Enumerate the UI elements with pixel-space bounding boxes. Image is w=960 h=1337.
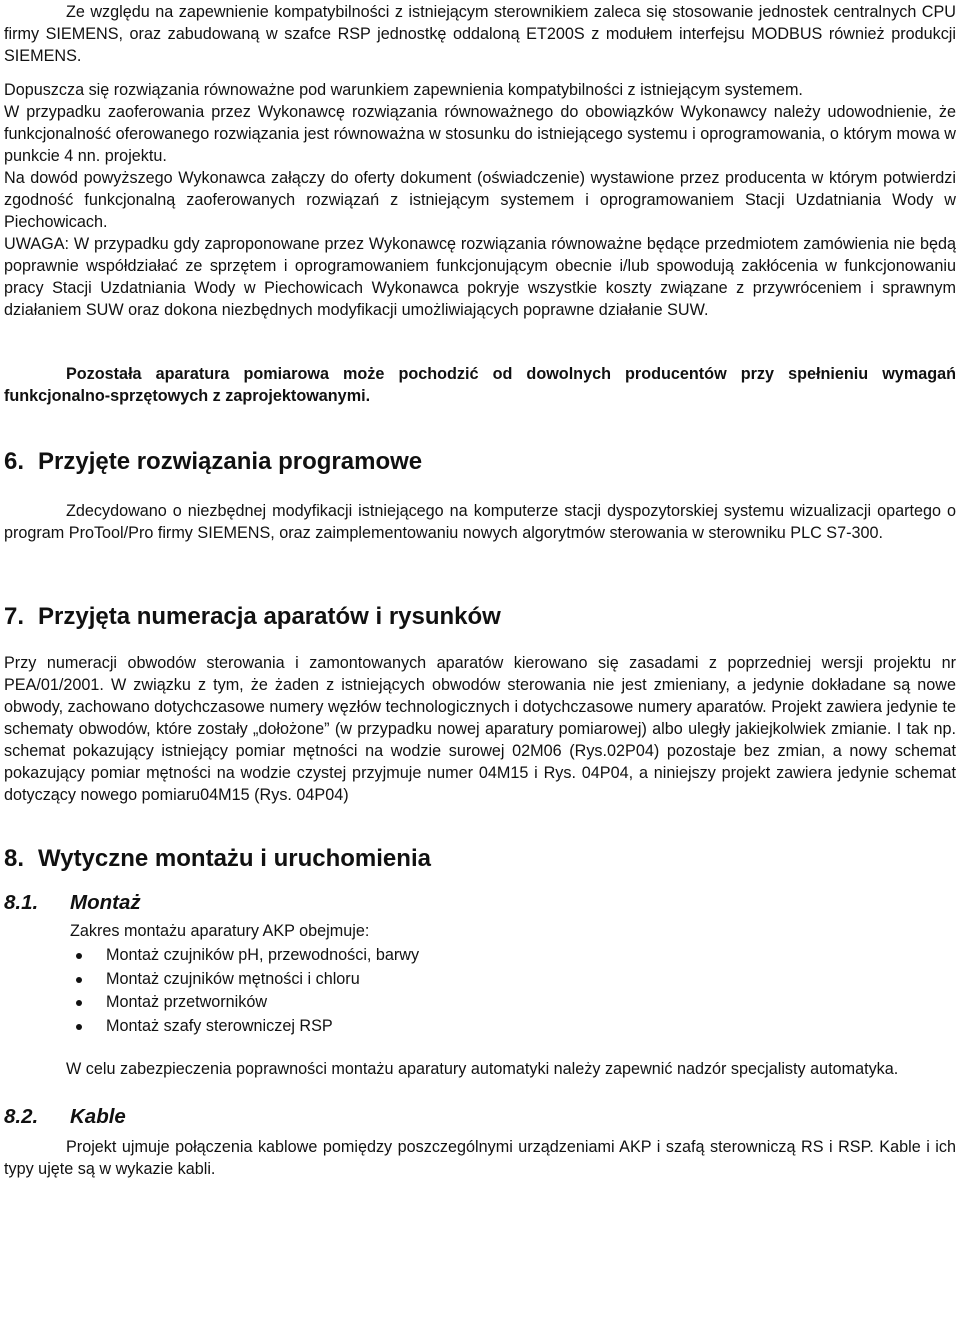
list-item-label: Montaż szafy sterowniczej RSP <box>106 1016 333 1035</box>
intro-paragraph-5: UWAGA: W przypadku gdy zaproponowane przez Wykonawcę rozwiązania równoważne będące przedmiotem zamówienia nie będą poprawnie współdziałać ze sprzętem i oprogramowaniem funkcjonującym obecnie i/lub spowodują zakłócenia w funkcjonowaniu pracy Stacji Uzdatniania Wody w Piechowicach Wykonawca pokryje wszystkie koszty związane z przywróceniem i sprawnym działaniem SUW oraz dokona niezbędnych modyfikacji umożliwiających poprawne działanie SUW. <box>4 235 956 319</box>
section-8-2-text: Projekt ujmuje połączenia kablowe pomiędzy poszczególnymi urządzeniami AKP i szafą sterowniczą RS i RSP. Kable i ich typy ujęte są w wykazie kabli. <box>4 1138 956 1178</box>
section-8-title: Wytyczne montażu i uruchomienia <box>38 845 431 872</box>
section-7-heading <box>4 602 956 632</box>
intro-paragraph-3: W przypadku zaoferowania przez Wykonawcę rozwiązania równoważnego do obowiązków Wykonawcy należy udowodnienie, że funkcjonalność oferowanego rozwiązania jest równoważna w stosunku do istniejącego systemu i oprogramowania, o którym mowa w punkcie 4 nn. projektu. <box>4 103 956 165</box>
list-item-label: Montaż przetworników <box>106 993 268 1011</box>
section-8-1-list <box>4 944 956 1038</box>
list-item-label: Montaż czujników pH, przewodności, barwy <box>106 946 420 964</box>
section-6-number: 6. <box>4 448 25 475</box>
section-8-1-heading <box>4 890 956 916</box>
bullet-icon <box>76 1000 82 1006</box>
list-item-label: Montaż czujników mętności i chloru <box>106 969 360 988</box>
intro-paragraph-1: Ze względu na zapewnienie kompatybilności z istniejącym sterownikiem zaleca się stosowanie jednostek centralnych CPU firmy SIEMENS, oraz zabudowaną w szafce RSP jednostkę oddaloną ET200S z modułem interfejsu MODBUS również produkcji SIEMENS. <box>4 3 956 65</box>
intro-paragraph-2: Dopuszcza się rozwiązania równoważne pod warunkiem zapewnienia kompatybilności z istniejącym systemem. <box>4 81 803 99</box>
section-7-text: Przy numeracji obwodów sterowania i zamontowanych aparatów kierowano się zasadami z poprzedniej wersji projektu nr PEA/01/2001. W związku z tym, że żaden z istniejących obwodów sterowania nie jest zmieniany, a jedynie dokładane są nowe obwody, zachowano dotychczasowe numery węzłów technologicznych i dotychczasowe numery aparatów. Projekt zawiera jedynie te schematy obwodów, które zostały „dołożone” (w przypadku nowej aparatury pomiarowej) albo uległy jakiejkolwiek zmianie. I tak np. schemat pokazujący istniejący pomiar mętności na wodzie surowej 02M06 (Rys.02P04) pozostaje bez zmian, a nowy schemat pokazujący pomiar mętności na wodzie czystej przyjmuje numer 04M15 i Rys. 04P04, a niniejszy projekt zawiera jedynie schemat dotyczący nowego pomiaru04M15 (Rys. 04P04) <box>4 654 956 804</box>
section-6-heading <box>4 447 956 477</box>
document-page <box>4 0 956 1180</box>
section-8-1-lead: Zakres montażu aparatury AKP obejmuje: <box>70 922 370 940</box>
section-8-2-title: Kable <box>70 1105 126 1128</box>
section-8-1-title: Montaż <box>70 891 141 914</box>
section-6-text: Zdecydowano o niezbędnej modyfikacji istniejącego na komputerze stacji dyspozytorskiej systemu wizualizacji opartego o program ProTool/Pro firmy SIEMENS, oraz zaimplementowaniu nowych algorytmów sterowania w sterowniku PLC S7-300. <box>4 502 956 542</box>
bullet-icon <box>76 953 82 959</box>
bold-note: Pozostała aparatura pomiarowa może pochodzić od dowolnych producentów przy spełnieniu wymagań funkcjonalno-sprzętowych z zaprojektowanymi. <box>4 365 956 405</box>
bullet-icon <box>76 1024 82 1030</box>
list-item <box>4 944 956 968</box>
section-8-1-number: 8.1. <box>4 891 39 914</box>
list-item <box>4 991 956 1015</box>
section-8-2-number: 8.2. <box>4 1105 39 1128</box>
section-8-heading <box>4 844 956 874</box>
section-8-2-heading <box>4 1104 956 1130</box>
section-6-title: Przyjęte rozwiązania programowe <box>38 448 423 475</box>
section-7-number: 7. <box>4 603 25 630</box>
section-8-number: 8. <box>4 845 25 872</box>
list-item <box>4 1015 956 1039</box>
intro-paragraph-4: Na dowód powyższego Wykonawca załączy do oferty dokument (oświadczenie) wystawione przez producenta w którym potwierdzi zgodność funkcjonalną zaoferowanych rozwiązań z istniejącym systemem i oprogramowaniem Stacji Uzdatniania Wody w Piechowicach. <box>4 169 956 231</box>
section-7-title: Przyjęta numeracja aparatów i rysunków <box>38 603 501 630</box>
list-item <box>4 968 956 992</box>
section-8-1-note: W celu zabezpieczenia poprawności montażu aparatury automatyki należy zapewnić nadzór specjalisty automatyka. <box>66 1060 899 1078</box>
bullet-icon <box>76 977 82 983</box>
